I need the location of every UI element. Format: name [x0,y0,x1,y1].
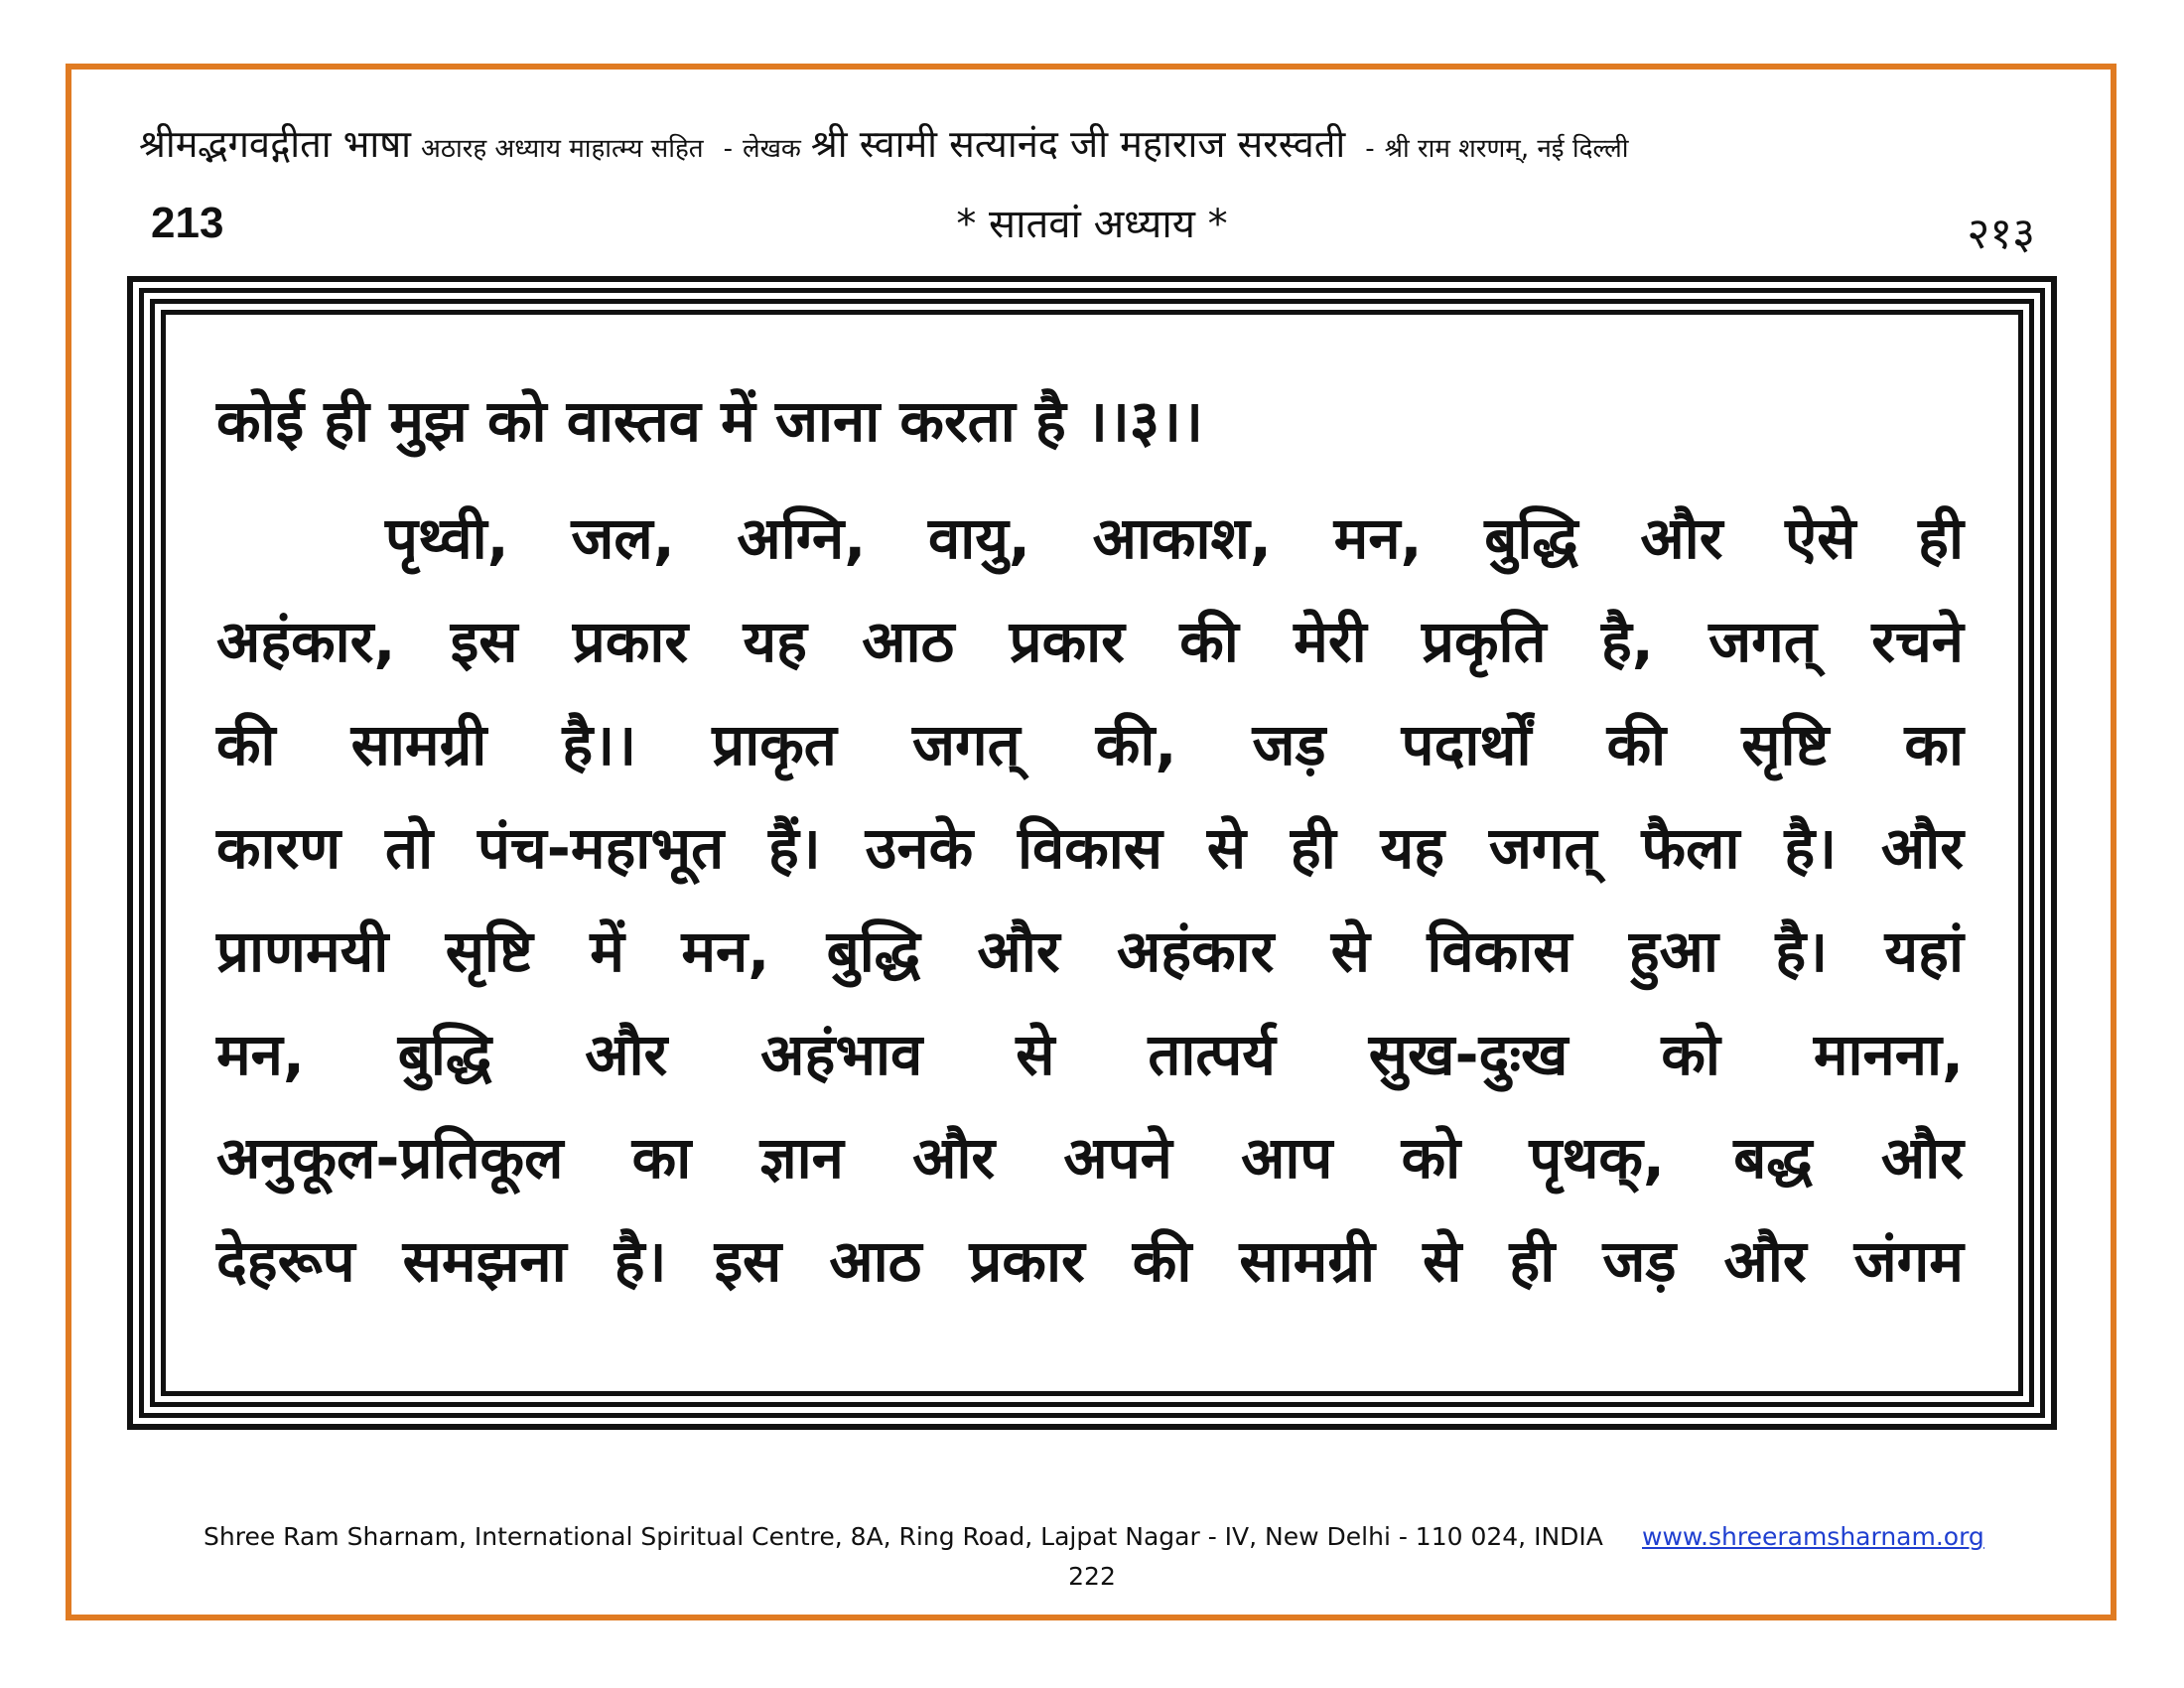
website-link[interactable]: www.shreeramsharnam.org [1642,1522,1984,1551]
scripture-text [216,369,1964,1313]
text-line: अनुकूल-प्रतिकूल का ज्ञान और अपने आप को पृथक्, बद्ध और [216,1124,1964,1192]
page-number-arabic: 213 [151,199,224,247]
text-line: की सामग्री है।। प्राकृत जगत् की, जड़ पदार्थों की सृष्टि का [216,711,1964,778]
running-header [139,117,2055,169]
author-name: श्री स्वामी सत्यानंद जी महाराज सरस्वती [810,122,1346,166]
text-line: कोई ही मुझ को वास्तव में जाना करता है ।।३।। [216,387,1204,455]
book-title: श्रीमद्भगवद्गीता भाषा [139,122,412,166]
text-line: मन, बुद्धि और अहंभाव से तात्पर्य सुख-दुःख को मानना, [216,1021,1964,1088]
book-subtitle: अठारह अध्याय माहात्म्य सहित [421,134,704,164]
header-separator-2: - [1365,134,1375,164]
footer-page-number: 222 [1068,1562,1116,1591]
header-separator: - [723,134,733,164]
text-line: प्राणमयी सृष्टि में मन, बुद्धि और अहंकार से विकास हुआ है। यहां [216,917,1964,985]
text-line: कारण तो पंच-महाभूत हैं। उनके विकास से ही यह जगत् फैला है। और [216,814,1964,882]
text-line: देहरूप समझना है। इस आठ प्रकार की सामग्री से ही जड़ और जंगम [216,1227,1964,1295]
text-line: पृथ्वी, जल, अग्नि, वायु, आकाश, मन, बुद्धि और ऐसे ही [385,504,1964,572]
footer-address: Shree Ram Sharnam, International Spiritual Centre, 8A, Ring Road, Lajpat Nagar - IV, New Delhi - 110 024, INDIA [204,1522,1603,1551]
chapter-title: * सातवां अध्याय * [956,202,1228,247]
page-number-devanagari: २१३ [1967,209,2035,259]
author-label: लेखक [743,134,801,164]
publisher-name: श्री राम शरणम्, नई दिल्ली [1384,134,1629,164]
text-line: अहंकार, इस प्रकार यह आठ प्रकार की मेरी प्रकृति है, जगत् रचने [216,608,1964,675]
